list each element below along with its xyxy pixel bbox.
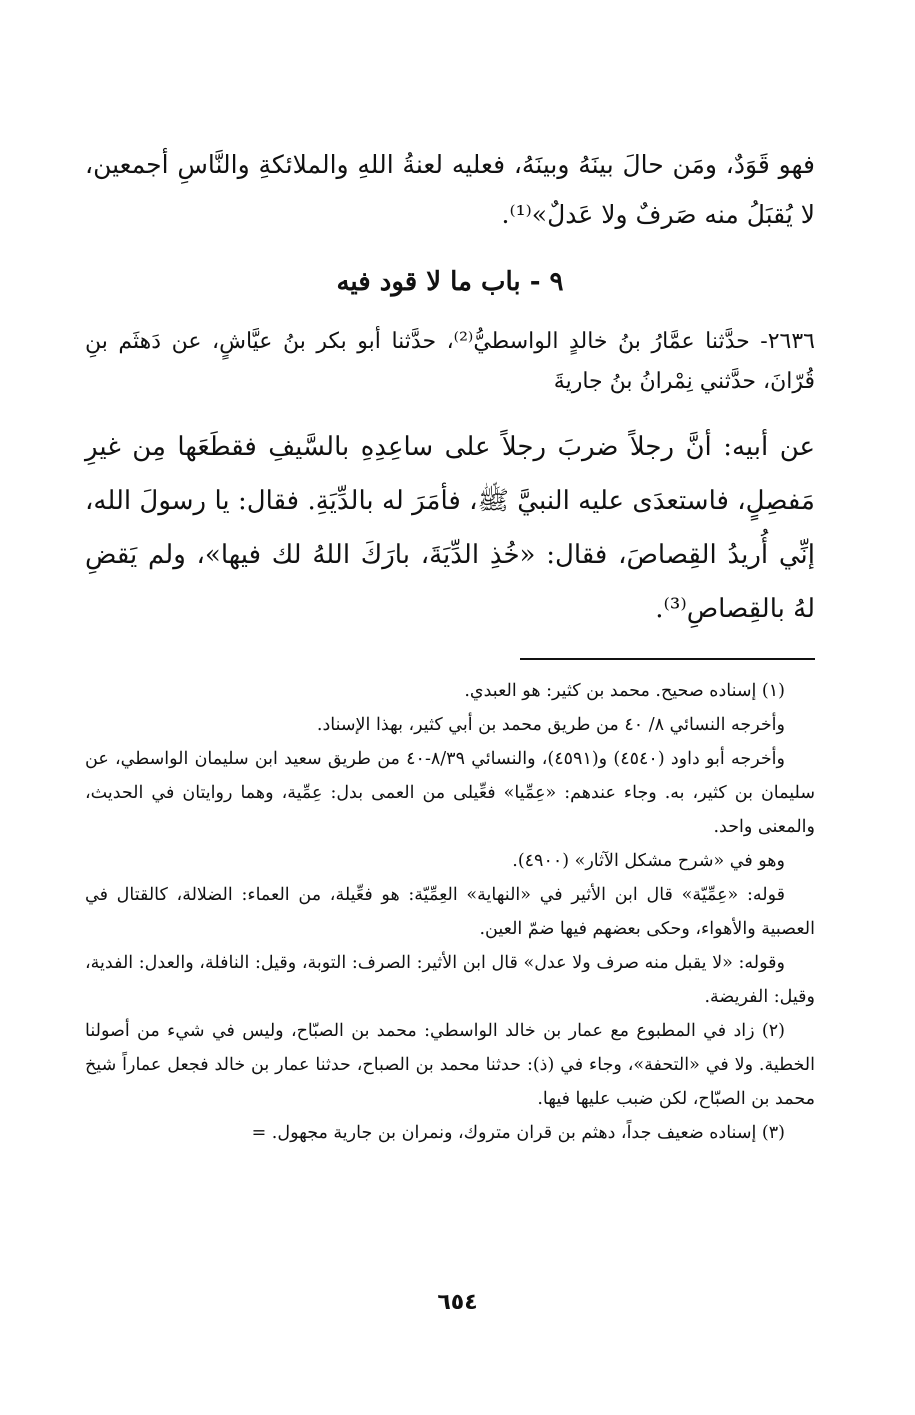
isnad-chain: ٢٦٣٦- حدَّثنا عمَّارُ بنُ خالدٍ الواسطيُّ⁽²⁾، حدَّثنا أبو بكر بنُ عيَّاشٍ، عن دَهثَم بنِ قُرّانَ، حدَّثني نِمْرانُ بنُ جاريةَ	[85, 329, 815, 394]
hadith-text: عن أبيه: أنَّ رجلاً ضربَ رجلاً على ساعِدِهِ بالسَّيفِ فقطَعَها مِن غيرِ مَفصِلٍ، فاستعدَى عليه النبيَّ ﷺ، فأمَرَ له بالدِّيَةِ. فقال: يا رسولَ الله، إنِّي أُريدُ القِصاصَ، فقال: «خُذِ الدِّيَةَ، بارَكَ اللهُ لك فيها»، ولم يَقضِ لهُ بالقِصاصِ⁽³⁾.	[85, 432, 815, 624]
footnote-2: (٢) زاد في المطبوع مع عمار بن خالد الواسطي: محمد بن الصبّاح، وليس في شيء من أصولنا الخطية. ولا في «التحفة»، وجاء في (ذ): حدثنا محمد بن الصباح، حدثنا عمار بن خالد فجعل عماراً شيخ محمد بن الصبّاح، لكن ضبب عليها فيها.	[85, 1021, 815, 1109]
footnote-1-line-2: وأخرجه النسائي ٨/ ٤٠ من طريق محمد بن أبي كثير، بهذا الإسناد.	[316, 715, 785, 735]
footnote-1-line-3: وأخرجه أبو داود (٤٥٤٠) و(٤٥٩١)، والنسائي ٨/٣٩-٤٠ من طريق سعيد ابن سليمان الواسطي، عن سليمان بن كثير، به. وجاء عندهم: «عِمِّيا» فعِّيلى من العمى بدل: عِمِّية، وهما روايتان في الحديث، والمعنى واحد.	[85, 749, 815, 837]
footnote-1-line-4: وهو في «شرح مشكل الآثار» (٤٩٠٠).	[512, 851, 785, 871]
footnote-separator	[520, 658, 815, 660]
top-paragraph: فهو قَوَدٌ، ومَن حالَ بينَهُ وبينَهُ، فعليه لعنةُ اللهِ والملائكةِ والنَّاسِ أجمعين، لا يُقبَلُ منه صَرفٌ ولا عَدلٌ»⁽¹⁾.	[85, 150, 815, 229]
footnotes	[85, 674, 815, 1150]
page-number: ٦٥٤	[437, 1290, 478, 1315]
footnote-1: (١) إسناده صحيح. محمد بن كثير: هو العبدي.	[464, 681, 785, 701]
footnote-1-line-5: قوله: «عِمِّيّة» قال ابن الأثير في «النهاية» العِمِّيّة: هو فعِّيلة، من العماء: الضلالة، كالقتال في العصبية والأهواء، وحكى بعضهم فيها ضمّ العين.	[85, 885, 815, 939]
page-body	[85, 140, 815, 1150]
footnote-1-line-6: وقوله: «لا يقبل منه صرف ولا عدل» قال ابن الأثير: الصرف: التوبة، وقيل: النافلة، والعدل: الفدية، وقيل: الفريضة.	[85, 953, 815, 1007]
footnote-3: (٣) إسناده ضعيف جداً، دهثم بن قران متروك، ونمران بن جارية مجهول. =	[251, 1123, 785, 1143]
chapter-heading: ٩ - باب ما لا قود فيه	[336, 267, 564, 297]
